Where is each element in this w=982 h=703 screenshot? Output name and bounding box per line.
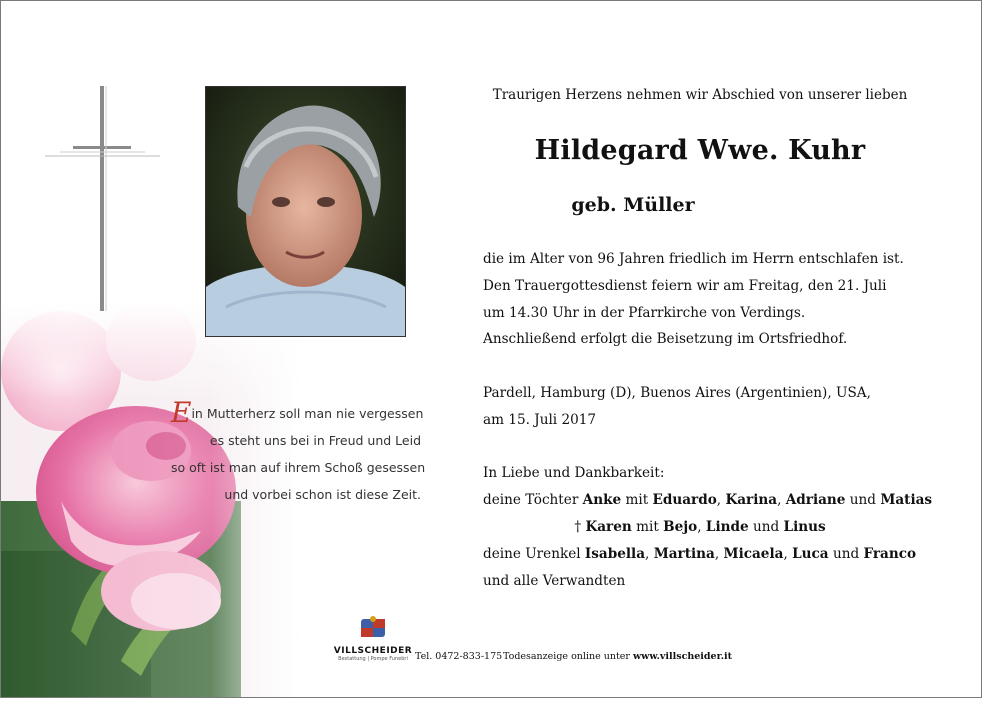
website-link[interactable]: www.villscheider.it [632, 651, 733, 662]
spacer [483, 434, 932, 461]
name-eduardo: Eduardo [652, 492, 717, 509]
poem-line-3: so oft ist man auf ihrem Schoß gesessen [171, 460, 426, 475]
relatives-line: und alle Verwandten [483, 572, 626, 589]
online-notice [503, 651, 732, 662]
paragraph-line-3: um 14.30 Uhr in der Pfarrkirche von Verdings. [483, 304, 806, 321]
greatgrandchildren-line [483, 541, 932, 568]
name-karina: Karina [725, 492, 778, 509]
thanks-line: In Liebe und Dankbarkeit: [483, 465, 665, 482]
paragraph-line-4: Anschließend erfolgt die Beisetzung im Ortsfriedhof. [483, 331, 848, 348]
name-franco: Franco [863, 545, 917, 562]
name-linus: Linus [783, 518, 826, 535]
poem-line-1 [171, 396, 424, 429]
greatgrandchildren-prefix: deine Urenkel [483, 545, 585, 562]
text-mit: mit [631, 518, 664, 535]
daughters-prefix: deine Töchter [483, 492, 583, 509]
deceased-name: Hildegard Wwe. Kuhr [534, 135, 866, 166]
dagger-symbol: † [574, 518, 586, 535]
deceased-daughter-line [483, 514, 917, 541]
name-micaela: Micaela [723, 545, 784, 562]
online-prefix: Todesanzeige online unter [503, 651, 633, 662]
cross-icon [45, 86, 160, 311]
notice-body [483, 246, 932, 594]
brand-name: VILLSCHEIDER [333, 646, 413, 656]
separator: , [645, 545, 654, 562]
name-matias: Matias [880, 492, 933, 509]
text-und: und [828, 545, 864, 562]
text-mit: mit [621, 492, 653, 509]
portrait-image [206, 87, 405, 336]
separator: , [697, 518, 706, 535]
brand-subtitle: Bestattung | Pompe Funebri [338, 656, 408, 662]
separator: , [716, 492, 726, 509]
poem [171, 396, 426, 508]
name-adriane: Adriane [785, 492, 846, 509]
poem-line-2: es steht uns bei in Freud und Leid [209, 433, 421, 448]
footer [331, 616, 751, 676]
separator: , [714, 545, 724, 562]
intro-text: Traurigen Herzens nehmen wir Abschied von unserer lieben [492, 87, 908, 103]
funeral-home-logo [333, 616, 413, 666]
spacer [483, 353, 932, 380]
paragraph-line-2: Den Trauergottesdienst feiern wir am Freitag, den 21. Juli [483, 277, 887, 294]
name-bejo: Bejo [663, 518, 698, 535]
separator: , [783, 545, 793, 562]
places-line: Pardell, Hamburg (D), Buenos Aires (Argentinien), USA, [483, 384, 871, 401]
name-linde: Linde [705, 518, 749, 535]
separator: , [777, 492, 786, 509]
poem-initial: E [171, 396, 192, 429]
name-luca: Luca [792, 545, 829, 562]
paragraph-line-1: die im Alter von 96 Jahren friedlich im Herrn entschlafen ist. [483, 251, 904, 267]
text-und: und [845, 492, 881, 509]
portrait-photo [205, 86, 406, 337]
name-karen: Karen [585, 518, 632, 535]
name-isabella: Isabella [584, 545, 646, 562]
name-anke: Anke [582, 492, 622, 509]
poem-line-4: und vorbei schon ist diese Zeit. [224, 487, 421, 502]
daughters-line [483, 487, 932, 514]
text-und: und [748, 518, 784, 535]
date-line: am 15. Juli 2017 [483, 411, 597, 428]
poem-line-1-text: in Mutterherz soll man nie vergessen [191, 406, 424, 421]
crest-icon [358, 616, 388, 640]
phone-number: Tel. 0472-833-175 [415, 651, 503, 662]
birth-name: geb. Müller [571, 194, 695, 216]
name-martina: Martina [653, 545, 715, 562]
